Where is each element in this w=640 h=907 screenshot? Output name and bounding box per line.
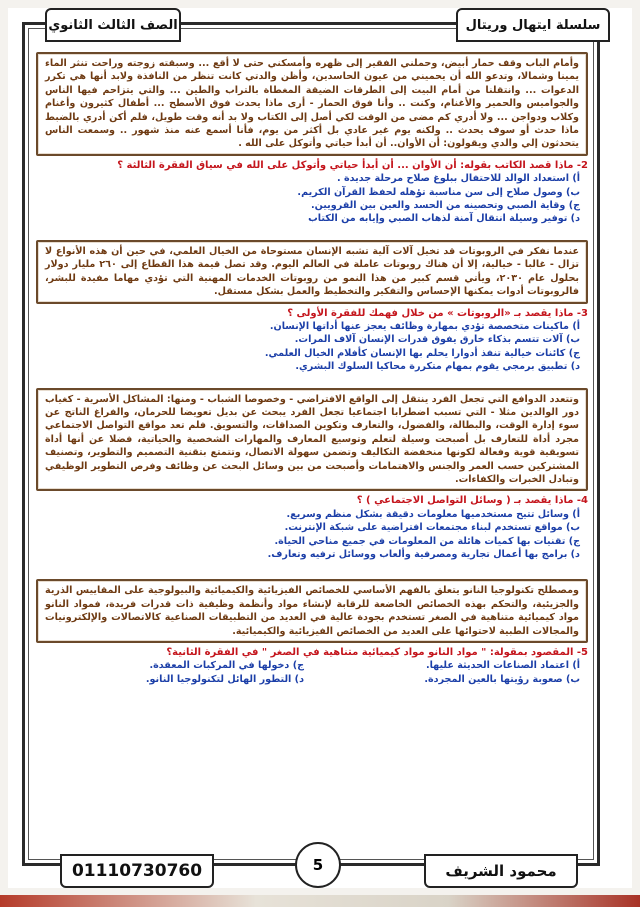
option-4b[interactable]: ب) مواقع تستخدم لبناء مجتمعات افتراضية على شبكة الإنترنت. [284, 522, 580, 534]
bottom-strip [0, 895, 640, 907]
option-4c[interactable]: ج) تقنيات بها كميات هائلة من المعلومات في جميع مناحي الحياة. [274, 535, 580, 547]
option-3b[interactable]: ب) آلات تتسم بذكاء خارق يفوق قدرات الإنسان آلاف المرات. [294, 334, 580, 346]
option-3c[interactable]: ج) كائنات خيالية تنفذ أدوارا يحلم بها الإنسان كأفلام الخيال العلمي. [264, 347, 580, 359]
option-5b[interactable]: ب) صعوبة رؤيتها بالعين المجردة. [424, 673, 580, 685]
option-5a[interactable]: أ) اعتماد الصناعات الحديثة عليها. [425, 660, 580, 672]
page-number: 5 [295, 842, 341, 888]
question-2: 2- ماذا قصد الكاتب بقوله: أن الأوان ... أن أبدأ حياتي وأتوكل على الله في سياق الفقرة الثالثة ؟ [117, 159, 588, 171]
passage-1: وأمام الباب وقف حمار أبيض، وحملني الفقير إلى ظهره وأمسكني حتى لا أقع ... وسبقته زوجته وراحت تنثر الماء يمينا وشمالا، وتدعو الله أن يحميني من عيون الحاسدين، وأظن والدتي كانت تنظر من النافذة ولابد أنها هي تكرر الدعوات ... وانتقلنا من أمام البيت إلى الطرقات الضيقة المغطاة بالتراب والطين ... والتي يتزاحم فيها الناس والجواميس والحمير والأغنام، وكنت .. وأنا فوق الحمار - أرى ماذا يحدث فوق الأسطح ... أطفال كثيرون وأغنام وكلاب ودواجن ... ولا أدري كم مضى من الوقت لكي أصل إلى الكتاب ولا بد أنه وقت طويل، فلم أكن أدري بالضبط ماذا حدث أو سوف يحدث .. ولكنه يوم غير عادي بل أكثر من يوم، فأنا أسمع عنه منذ شهور .. وسمعت الناس يتحدثون إلي والدي ويقولون: أن الأوان.. أن أبدأ حياتي وأتوكل على الله . [36, 52, 588, 156]
option-3a[interactable]: أ) ماكينات متخصصة تؤدي بمهارة وظائف يعجز عنها أداتها الإنسان. [269, 320, 580, 332]
option-4d[interactable]: د) برامج بها أعمال تجارية ومصرفية وألعاب ووسائل ترفيه وتعارف. [267, 549, 580, 560]
option-2c[interactable]: ج) وقاية الصبي وتحصينه من الحسد والعين بين القرويين. [310, 200, 580, 212]
question-5: 5- المقصود بمقولة: " مواد النانو مواد كيميائية متناهية في الصغر " في الفقرة الثانية؟ [166, 647, 588, 659]
option-5d[interactable]: د) التطور الهائل لتكنولوجيا النانو. [145, 673, 304, 685]
footer [0, 842, 640, 892]
content [36, 52, 588, 686]
option-3d[interactable]: د) تطبيق برمجي يقوم بمهام متكررة محاكيا السلوك البشري. [295, 361, 580, 373]
series-title: سلسلة ايتهال وريتال [456, 8, 610, 42]
passage-3: وتتعدد الدوافع التي تجعل الفرد ينتقل إلى الواقع الافتراضي - وخصوصا الشباب - ومنها: المشاكل الأسرية - كغياب دور الوالدين مثلا - التي تسبب اضطرابا اجتماعيا تجعل الفرد يبحث عن بديل تعويضا للحرمان، والفراغ الناتج عن سوء إدارة الوقت، والبطالة، والفضول، والتعارف وتكوين الصداقات، والتسويق. فلم تعد مواقع التواصل الاجتماعي مجرد أداة للتعارف بل أصبحت وسيلة لتعلم وتوسيع المعارف والمهارات الشخصية والحياتية، فضلا عن أنها أداة تسويقية قوية وفعالة لكونها منخفضة التكاليف وتضمن سهولة الاتصال، وتتمتع بتقنية التصميم والتطوير، وتصنيف المشتركين حسب العمر والجنس والاهتمامات وأصبحت من بين وسائل البحث عن وظائف وفرص التطوير الوظيفي وتبادل الخبرات والكفاءات. [36, 388, 588, 492]
option-2a[interactable]: أ) استعداد الوالد للاحتفال ببلوغ صلاح مرحلة جديدة . [336, 173, 580, 185]
grade-label: الصف الثالث الثانوي [45, 8, 181, 42]
options-5 [36, 659, 588, 686]
option-4a[interactable]: أ) وسائل تتيح مستخدميها معلومات دقيقة بشكل منظم وسريع. [286, 508, 580, 520]
option-2d[interactable]: د) توفير وسيلة انتقال آمنة لذهاب الصبي وإيابه من الكتاب [308, 213, 580, 225]
option-5c[interactable]: ج) دخولها في المركبات المعقدة. [149, 660, 304, 672]
question-4: 4- ماذا يقصد بـ ( وسائل التواصل الاجتماعي ) ؟ [356, 495, 588, 507]
phone-number: 01110730760 [60, 854, 214, 888]
option-2b[interactable]: ب) وصول صلاح إلى سن مناسبة تؤهله لحفظ القرآن الكريم. [297, 186, 580, 198]
passage-4: ومصطلح تكنولوجيا النانو يتعلق بالفهم الأساسي للخصائص الفيزيائية والكيميائية والبيولوجية على المقاييس الذرية والجزيئية، والتحكم بهذه الخصائص الخاضعة للرقابة لإنشاء مواد وأنظمة وظيفية ذات قدرات فريدة، فمواد النانو مواد كيميائية متناهية في الصغر تستخدم بجودة عالية في العديد من التطبيقات الصناعية كالاتصالات والإلكترونيات والمجالات الطبية لاحتوائها على العديد من الخصائص الفيزيائية والكيميائية. [36, 579, 588, 643]
passage-2: عندما نفكر في الروبوتات قد تخيل آلات آلية تشبه الإنسان مستوحاة من الخيال العلمي، في حين أن هذه الأنواع لا تزال - غالبا - خيالية، إلا أن هناك روبوتات عاملة في العالم اليوم. وقد تصل قيمة هذا القطاع إلى ٢٦٠ مليار دولار بحلول عام ٢٠٣٠، ويأتي قسم كبير من هذا النمو من روبوتات الخدمات المهنية التي تؤدي مهاما مفيدة للبشر، فالروبوتات أدوات يمكنها الإحساس والتفكير والتخطيط والعمل بشكل مستقل. [36, 240, 588, 304]
author-name: محمود الشريف [424, 854, 578, 888]
question-3: 3- ماذا يقصد بـ «الروبوتات » من خلال فهمك للفقرة الأولى ؟ [287, 307, 588, 319]
